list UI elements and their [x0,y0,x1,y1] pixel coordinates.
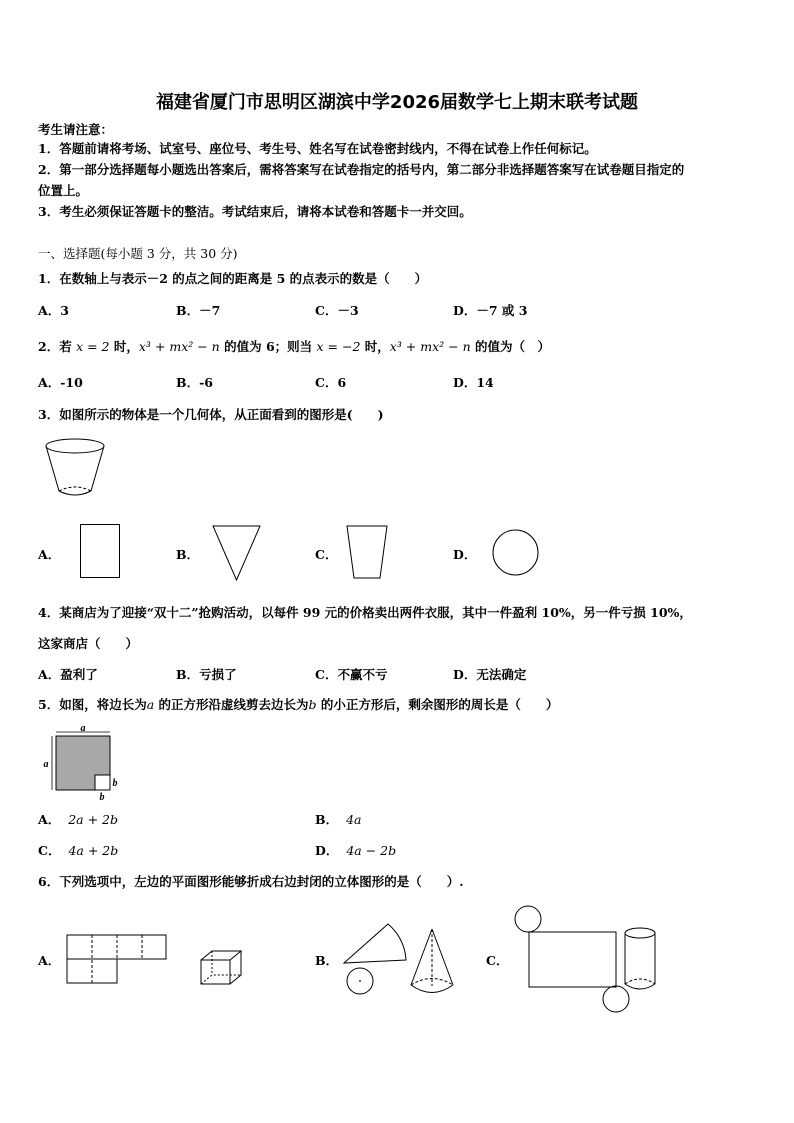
q2-condition-1: x = 2 [76,339,110,354]
q6-option-c-cylinder [623,926,659,992]
notice-heading: 考生请注意： [38,122,114,137]
q3-option-d-circle [492,529,540,577]
q5-text-2: 的正方形沿虚线剪去边长为 [154,697,309,712]
q2-text-1: 2．若 [38,339,77,354]
q3-option-a-rectangle [80,524,122,580]
q6-option-b: B． [315,953,339,968]
notice-item-2-cont: 位置上。 [38,183,89,198]
q4-stem-cont: 这家商店（ ） [38,636,139,651]
q5-option-b [315,812,361,828]
notice-item-3: 3．考生必须保证答题卡的整洁。考试结束后，请将本试卷和答题卡一并交回。 [38,204,472,219]
q3-option-c-trapezoid [346,525,390,580]
q2-text-5: 的值为（ ） [470,339,550,354]
q6-option-c: C． [486,953,509,968]
q5-option-c-label: C． [38,843,61,858]
q2-expression-2: x³ + mx² − n [389,339,471,354]
q5-option-a-label: A． [38,812,61,827]
q5-text-1: 5．如图，将边长为 [38,697,147,712]
q2-option-c: C．6 [315,375,347,390]
q5-label-b-right: b [112,778,118,789]
q2-expression-1: x³ + mx² − n [138,339,220,354]
q3-option-b-triangle [212,525,262,582]
q2-text-4: 时， [360,339,390,354]
q4-stem: 4．某商店为了迎接“双十二”抢购活动，以每件 99 元的价格卖出两件衣服，其中一件盈利 10%，另一件亏损 10%， [38,605,692,620]
q5-label-b-bottom: b [99,792,105,803]
q5-option-c-expr: 4a + 2b [68,843,119,858]
q5-option-d-expr: 4a − 2b [346,843,397,858]
q1-stem: 1．在数轴上与表示－2 的点之间的距离是 5 的点表示的数是（ ） [38,271,428,286]
q6-option-b-net [340,920,410,998]
q4-option-c: C．不赢不亏 [315,667,388,682]
q2-option-d: D．14 [453,375,494,390]
q5-var-b: b [308,697,317,712]
q5-option-d [315,843,396,859]
q5-option-b-label: B． [315,812,339,827]
q6-option-a-net [66,934,168,986]
q5-option-d-label: D． [315,843,339,858]
q3-option-d: D． [453,547,477,562]
q5-label-a-left: a [43,759,49,770]
q5-option-a-expr: 2a + 2b [68,812,118,827]
q2-option-a: A．-10 [38,375,83,390]
q5-text-3: 的小正方形后，剩余图形的周长是（ ） [316,697,559,712]
q3-solid-figure [40,436,110,502]
q5-stem [38,697,558,713]
q3-option-c: C． [315,547,338,562]
q5-var-a: a [146,697,155,712]
q2-option-b: B．-6 [176,375,213,390]
q4-option-b: B．亏损了 [176,667,237,682]
q2-stem [38,339,550,355]
q4-option-a: A．盈利了 [38,667,98,682]
q6-option-a-cube [200,950,244,986]
q3-stem: 3．如图所示的物体是一个几何体，从正面看到的图形是( ) [38,407,384,422]
q5-option-c [38,843,118,859]
q6-option-b-cone [408,928,458,998]
q1-option-d: D．－7 或 3 [453,303,528,318]
section-heading: 一、选择题(每小题 3 分，共 30 分) [38,246,238,261]
q1-option-c: C．－3 [315,303,359,318]
q5-square-figure [44,724,124,802]
q2-text-3: 的值为 6；则当 [219,339,317,354]
page-title: 福建省厦门市思明区湖滨中学2026届数学七上期末联考试题 [155,92,639,113]
q3-option-a: A． [38,547,61,562]
q5-option-b-expr: 4a [346,812,362,827]
notice-item-2: 2．第一部分选择题每小题选出答案后，需将答案写在试卷指定的括号内，第二部分非选择题答案写在试卷题目指定的 [38,162,685,177]
q1-option-b: B．－7 [176,303,221,318]
q6-stem: 6．下列选项中，左边的平面图形能够折成右边封闭的立体图形的是（ ）. [38,874,464,889]
q2-condition-2: x = −2 [316,339,361,354]
q5-label-a-top: a [80,723,86,734]
q3-option-b: B． [176,547,200,562]
q5-option-a [38,812,118,828]
q2-text-2: 时， [109,339,139,354]
q6-option-c-net [512,904,624,1014]
q6-option-a: A． [38,953,61,968]
notice-item-1: 1．答题前请将考场、试室号、座位号、考生号、姓名写在试卷密封线内，不得在试卷上作任何标记。 [38,141,597,156]
q4-option-d: D．无法确定 [453,667,527,682]
q1-option-a: A．3 [38,303,69,318]
